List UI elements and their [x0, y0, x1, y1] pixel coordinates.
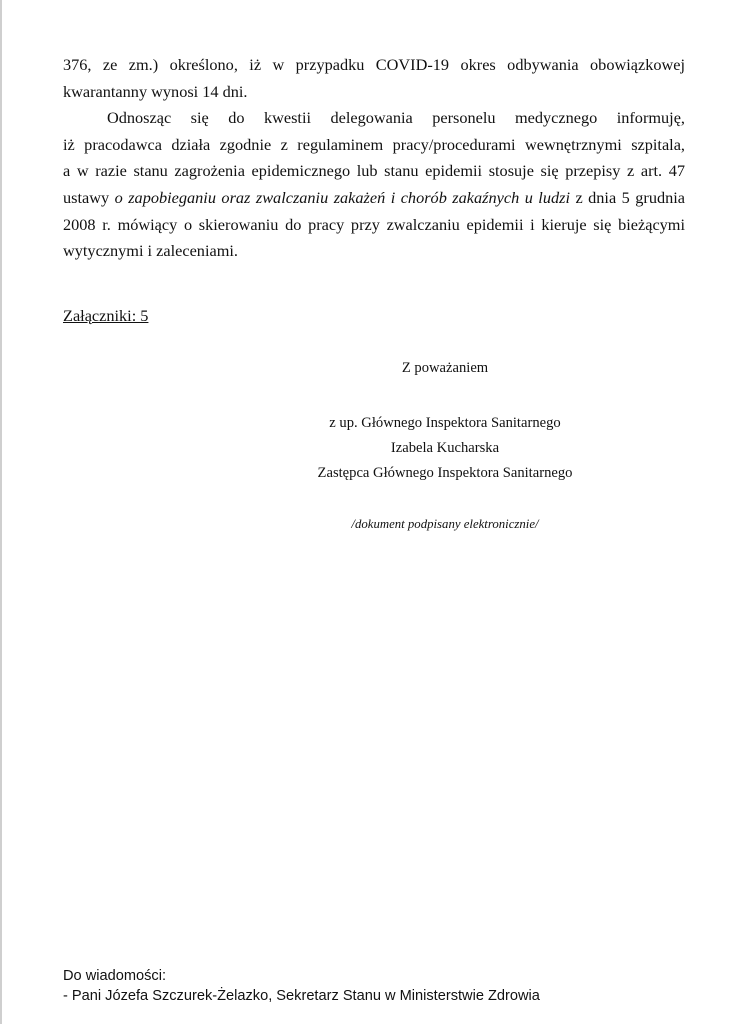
- paragraph-2-line-4-prefix: ustawy: [63, 187, 115, 207]
- electronic-signature-note: /dokument podpisany elektronicznie/: [351, 517, 539, 531]
- distribution-heading: Do wiadomości:: [63, 968, 167, 984]
- distribution-list: [63, 966, 540, 1006]
- paragraph-2-line-4-suffix: z dnia 5 grudnia: [569, 187, 685, 207]
- paragraph-1-line-2: kwarantanny wynosi 14 dni.: [63, 81, 248, 101]
- distribution-recipient: - Pani Józefa Szczurek-Żelazko, Sekretarz Stanu w Ministerstwie Zdrowia: [63, 988, 540, 1004]
- signature-position: Zastępca Głównego Inspektora Sanitarnego: [317, 465, 573, 481]
- paragraph-2-line-6: wytycznymi i zaleceniami.: [63, 241, 238, 261]
- act-title-italic: o zapobieganiu oraz zwalczaniu zakażeń i chorób zakaźnych u ludzi: [114, 187, 570, 207]
- paragraph-1-line-1: 376, ze zm.) określono, iż w przypadku COVID-19 okres odbywania obowiązkowej: [63, 55, 685, 74]
- signature-authority: z up. Głównego Inspektora Sanitarnego: [329, 415, 561, 431]
- paragraph-2-line-3: a w razie stanu zagrożenia epidemicznego lub stanu epidemii stosuje się przepisy z art. 47: [63, 161, 685, 181]
- paragraph-2-line-2: iż pracodawca działa zgodnie z regulaminem pracy/procedurami wewnętrznymi szpitala,: [63, 134, 685, 154]
- signature-greeting: Z poważaniem: [401, 360, 489, 376]
- attachments-label: Załączniki: 5: [63, 306, 149, 325]
- page-edge: [0, 0, 2, 1024]
- paragraph-2-line-1: Odnosząc się do kwestii delegowania personelu medycznego informuję,: [107, 108, 685, 128]
- paragraph-2-line-4: [63, 185, 685, 212]
- signature-name: Izabela Kucharska: [390, 440, 500, 456]
- paragraph-2-line-5: 2008 r. mówiący o skierowaniu do pracy przy zwalczaniu epidemii i kieruje się bieżącymi: [63, 214, 685, 234]
- document-body: [63, 52, 685, 265]
